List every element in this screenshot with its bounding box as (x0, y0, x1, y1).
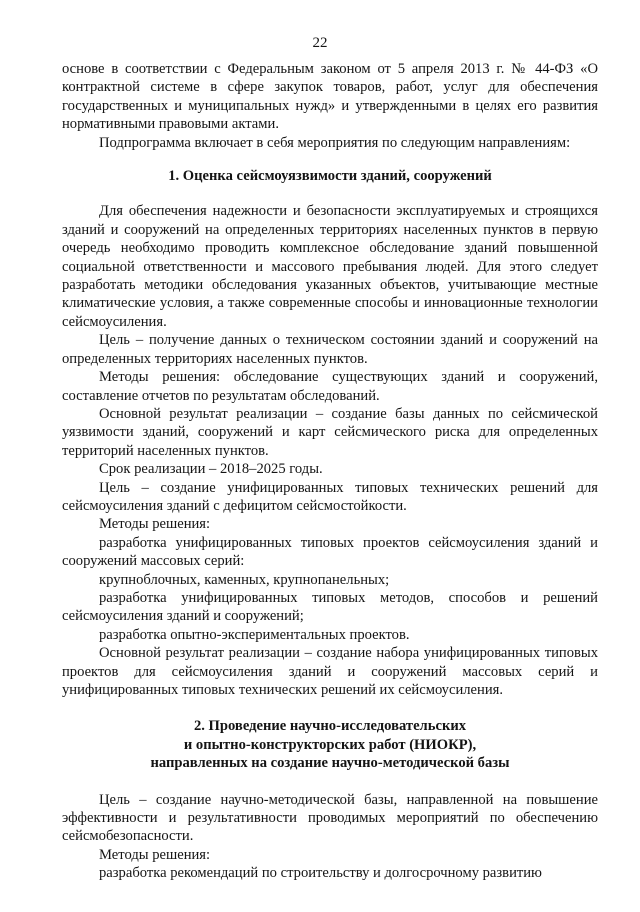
section-1-paragraph: Методы решения: обследование существующих зданий и сооружений, составление отчетов по результатам обследований. (62, 369, 598, 404)
document-body (62, 60, 598, 883)
section-2-heading (62, 717, 598, 772)
section-2-heading-line: направленных на создание научно-методической базы (150, 755, 510, 772)
intro-paragraph-1: основе в соответствии с Федеральным законом от 5 апреля 2013 г. № 44-ФЗ «О контрактной системе в сфере закупок товаров, работ, услуг для обеспечения государственных и муниципальных нужд» и утвержденными в целях его развития нормативными правовыми актами. (62, 61, 598, 133)
section-1-paragraph: Цель – создание унифицированных типовых технических решений для сейсмоусиления зданий с дефицитом сейсмостойкости. (62, 479, 598, 514)
section-1-paragraph: Цель – получение данных о техническом состоянии зданий и сооружений на определенных территориях населенных пунктов. (62, 332, 598, 367)
section-1-paragraph: Основной результат реализации – создание набора унифицированных типовых проектов для сейсмоусиления зданий и сооружений массовых серий и унифицированных типовых технических решений их сейсмоусиления. (62, 645, 598, 698)
section-1-paragraph: разработка унифицированных типовых проектов сейсмоусиления зданий и сооружений массовых серий: (62, 534, 598, 570)
section-2-heading-line: 2. Проведение научно-исследовательских (193, 718, 467, 735)
section-2-heading-line: и опытно-конструкторских работ (НИОКР), (183, 736, 477, 753)
section-1-paragraph: Срок реализации – 2018–2025 годы. (99, 461, 323, 478)
section-1-paragraph: разработка опытно-экспериментальных проектов. (99, 626, 410, 643)
section-2-paragraph: разработка рекомендаций по строительству и долгосрочному развитию (99, 865, 542, 882)
section-1-paragraph: Для обеспечения надежности и безопасности эксплуатируемых и строящихся зданий и сооружений на определенных территориях населенных пунктов в первую очередь необходимо проводить комплексное обследование зданий повышенной социальной ответственности и массового пребывания людей. Для этого следует разработать методики обследования указанных объектов, учитывающие местные климатические условия, а также современные способы и инновационные технологии сейсмоусиления. (62, 203, 598, 330)
section-2-paragraph: Цель – создание научно-методической базы, направленной на повышение эффективности и результативности проводимых мероприятий по обеспечению сейсмобезопасности. (62, 791, 598, 845)
section-1-paragraph: крупноблочных, каменных, крупнопанельных; (99, 571, 390, 588)
intro-paragraph-2: Подпрограмма включает в себя мероприятия по следующим направлениям: (99, 134, 571, 151)
section-1-paragraph: Методы решения: (99, 516, 211, 533)
section-1-paragraph: разработка унифицированных типовых методов, способов и решений сейсмоусиления зданий и сооружений; (62, 589, 598, 625)
page-number: 22 (312, 35, 328, 51)
section-2-paragraph: Методы решения: (99, 846, 211, 863)
section-1-heading: 1. Оценка сейсмоуязвимости зданий, сооружений (168, 168, 492, 185)
section-1-paragraph: Основной результат реализации – создание базы данных по сейсмической уязвимости зданий, сооружений и карт сейсмического риска для определенных территорий населенных пунктов. (62, 405, 598, 459)
